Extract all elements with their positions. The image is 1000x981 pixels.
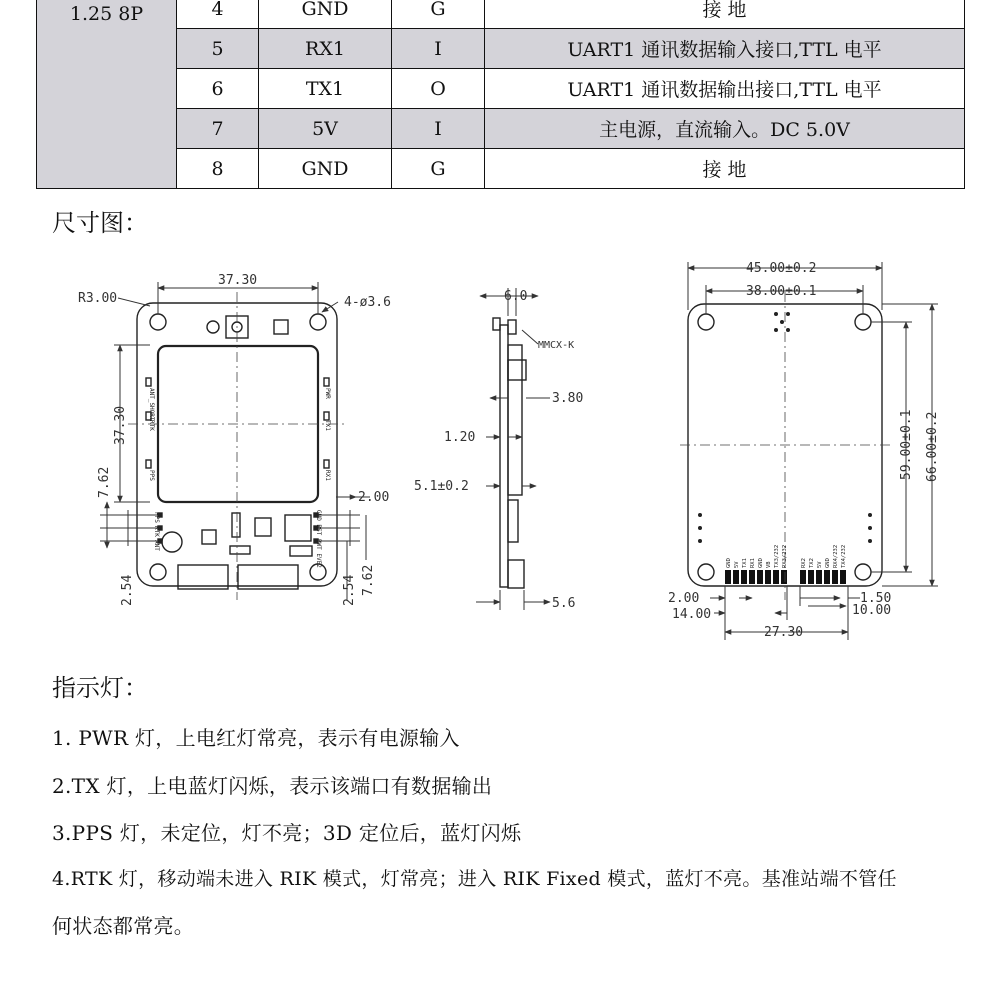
- silk-label: GND RST PWT EVE2: [315, 510, 322, 568]
- pin-label: TX2: [809, 558, 815, 568]
- pin-label: RX2: [801, 558, 807, 568]
- pin-number: 7: [177, 109, 259, 149]
- pin-label: RX3/232: [782, 544, 788, 568]
- dim-label: 7.62: [97, 466, 112, 498]
- dimension-title: 尺寸图：: [52, 209, 148, 237]
- pin-direction: G: [392, 0, 485, 29]
- silk-label: TX1: [324, 420, 331, 431]
- pin-description: 主电源，直流输入。DC 5.0V: [485, 109, 965, 149]
- mount-hole: [310, 314, 326, 330]
- silk-label: ANT: [153, 540, 160, 551]
- dim-label: 37.30: [218, 273, 258, 288]
- mount-hole: [150, 314, 166, 330]
- dim-label: 4-ø3.6: [344, 295, 391, 310]
- mount-hole: [855, 564, 871, 580]
- table-row: [37, 69, 965, 109]
- dim-label: 10.00: [852, 603, 892, 618]
- dim-label: 2.00: [358, 490, 390, 505]
- dim-label: 27.30: [764, 625, 804, 640]
- table-row: [37, 0, 965, 29]
- pin-direction: I: [392, 29, 485, 69]
- side-board: [500, 325, 508, 587]
- indicator-item: 1. PWR 灯，上电红灯常亮，表示有电源输入: [52, 726, 460, 750]
- dim-label: 37.30: [113, 405, 128, 445]
- dim-label: 66.00±0.2: [925, 411, 940, 482]
- indicator-item: 何状态都常亮。: [52, 914, 195, 938]
- connector-label: 1.25 8P: [69, 3, 144, 25]
- pin-name: GND: [259, 0, 392, 29]
- indicator-title: 指示灯：: [52, 674, 148, 702]
- pin-direction: G: [392, 149, 485, 189]
- silk-label: RTK: [148, 420, 155, 431]
- pin-description: 接 地: [485, 149, 965, 189]
- pin-label: TX1: [742, 558, 748, 568]
- pin-name: GND: [259, 149, 392, 189]
- dim-label: 2.54: [120, 574, 135, 606]
- back-pin-labels: [726, 545, 847, 568]
- pin-name: TX1: [259, 69, 392, 109]
- dim-label: 3.80: [552, 391, 584, 406]
- indicator-item: 2.TX 灯，上电蓝灯闪烁，表示该端口有数据输出: [52, 774, 493, 798]
- pin-number: 6: [177, 69, 259, 109]
- pin-label: TX4/232: [841, 544, 847, 568]
- pin-label: GND: [758, 558, 764, 568]
- pin-label: VB: [766, 561, 772, 568]
- mount-hole: [698, 564, 714, 580]
- pin-number: 8: [177, 149, 259, 189]
- pin-number: 4: [177, 0, 259, 29]
- pin-number: 5: [177, 29, 259, 69]
- front-centerlines: [128, 292, 346, 600]
- indicator-item: 4.RTK 灯，移动端未进入 RIK 模式，灯常亮；进入 RIK Fixed 模式，蓝灯不亮。基准站端不管任: [52, 868, 897, 890]
- silk-label: ANT_SHORT: [148, 388, 155, 421]
- indicator-item: 3.PPS 灯，未定位，灯不亮；3D 定位后，蓝灯闪烁: [52, 821, 522, 845]
- pin-description: 接 地: [485, 0, 965, 29]
- mount-hole: [855, 314, 871, 330]
- pin-direction: O: [392, 69, 485, 109]
- silk-label: RX1: [324, 470, 331, 481]
- dim-label: 14.00: [672, 607, 712, 622]
- pin-description: UART1 通讯数据输入接口,TTL 电平: [485, 29, 965, 69]
- pin-table: [36, 0, 965, 189]
- pin-label: RX1: [750, 558, 756, 568]
- side-dim-labels: [414, 289, 583, 611]
- silk-label: PPS: [148, 470, 155, 481]
- side-dimensions: [476, 288, 550, 610]
- mount-hole: [698, 314, 714, 330]
- side-view: [493, 318, 526, 588]
- dim-label: 5.6: [552, 596, 576, 611]
- silk-label: PWR: [324, 388, 331, 399]
- pin-label: TX3/232: [774, 544, 780, 568]
- table-row: [37, 149, 965, 189]
- table-row: [37, 29, 965, 69]
- pin-label: 5V: [817, 561, 823, 568]
- dim-label: 38.00±0.1: [746, 284, 817, 299]
- mount-hole: [150, 564, 166, 580]
- pin-label: GND: [726, 558, 732, 568]
- connector-cell: [37, 0, 177, 189]
- dim-label: MMCX-K: [538, 340, 575, 351]
- pin-name: 5V: [259, 109, 392, 149]
- pin-label: RX4/232: [833, 544, 839, 568]
- silk-label: PPS: [153, 512, 160, 523]
- dim-label: 5.1±0.2: [414, 479, 469, 494]
- dim-label: 59.00±0.1: [899, 409, 914, 480]
- table-row: [37, 109, 965, 149]
- pin-label: 5V: [734, 561, 740, 568]
- dim-label: 45.00±0.2: [746, 261, 817, 276]
- dim-label: R3.00: [78, 291, 118, 306]
- front-dimensions: [100, 282, 370, 600]
- dim-label: 6.0: [504, 289, 528, 304]
- dim-label: 2.54: [342, 574, 357, 606]
- dim-label: 1.20: [444, 430, 476, 445]
- dim-label: 7.62: [361, 564, 376, 596]
- pin-label: GND: [825, 558, 831, 568]
- silk-label: RTK: [153, 526, 160, 537]
- pin-description: UART1 通讯数据输出接口,TTL 电平: [485, 69, 965, 109]
- pin-direction: I: [392, 109, 485, 149]
- pin-name: RX1: [259, 29, 392, 69]
- dim-label: 2.00: [668, 591, 700, 606]
- dimension-drawing: [0, 250, 1000, 650]
- dim-label: 1.50: [860, 591, 892, 606]
